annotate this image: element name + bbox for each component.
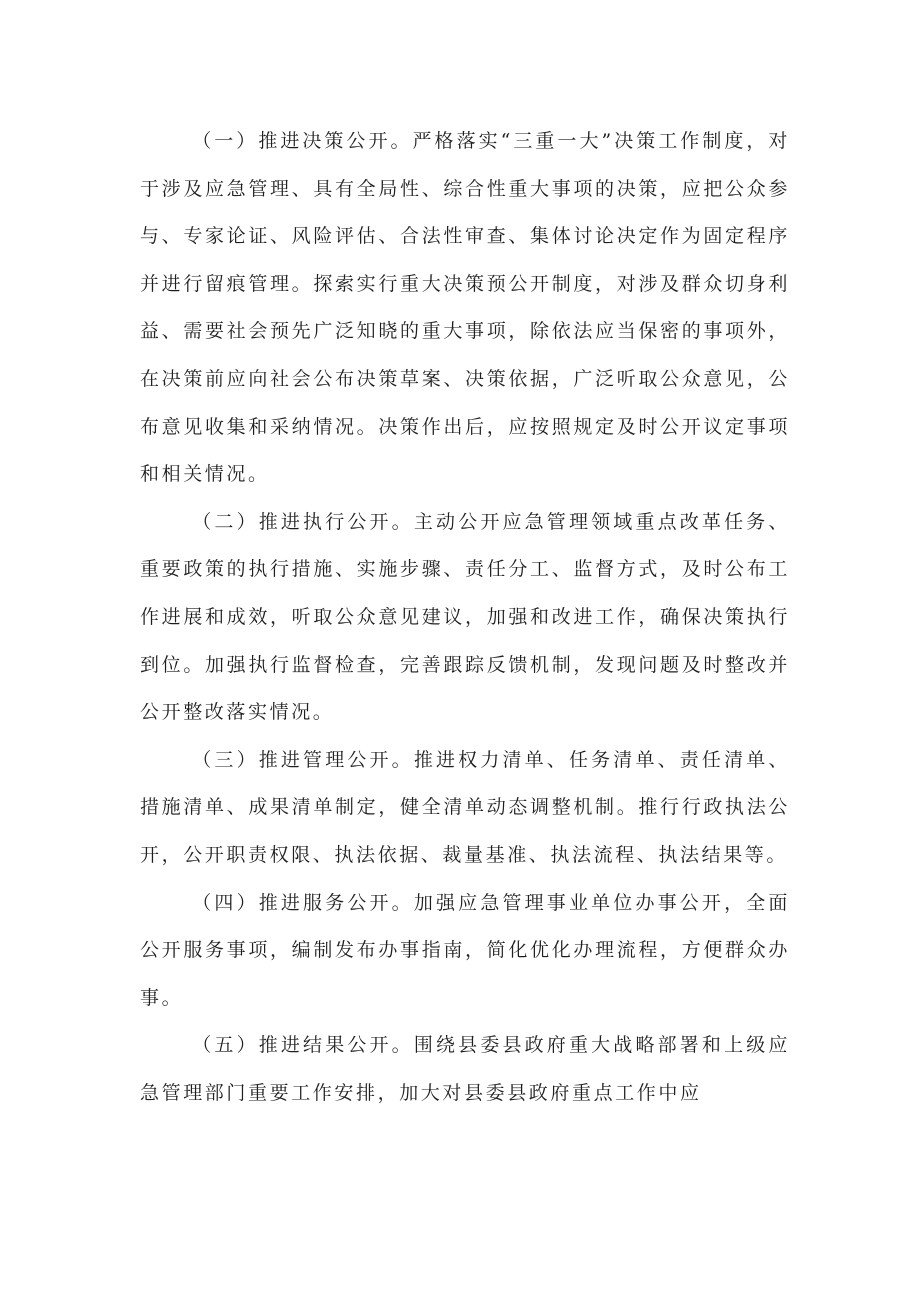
- paragraph-management-disclosure: （三）推进管理公开。推进权力清单、任务清单、责任清单、措施清单、成果清单制定，健全清单动态调整机制。推行行政执法公开，公开职责权限、执法依据、裁量基准、执法流程、执法结果等。: [140, 748, 790, 866]
- document-body: [140, 118, 790, 1117]
- paragraph-execution-disclosure: （二）推进执行公开。主动公开应急管理领域重点改革任务、重要政策的执行措施、实施步骤、责任分工、监督方式，及时公布工作进展和成效，听取公众意见建议，加强和改进工作，确保决策执行到位。加强执行监督检查，完善跟踪反馈机制，发现问题及时整改并公开整改落实情况。: [140, 510, 790, 724]
- paragraph-decision-disclosure: （一）推进决策公开。严格落实“三重一大”决策工作制度，对于涉及应急管理、具有全局性、综合性重大事项的决策，应把公众参与、专家论证、风险评估、合法性审查、集体讨论决定作为固定程序并进行留痕管理。探索实行重大决策预公开制度，对涉及群众切身利益、需要社会预先广泛知晓的重大事项，除依法应当保密的事项外，在决策前应向社会公布决策草案、决策依据，广泛听取公众意见，公布意见收集和采纳情况。决策作出后，应按照规定及时公开议定事项和相关情况。: [140, 130, 790, 486]
- paragraph-service-disclosure: （四）推进服务公开。加强应急管理事业单位办事公开，全面公开服务事项，编制发布办事指南，简化优化办理流程，方便群众办事。: [140, 891, 790, 1009]
- paragraph-result-disclosure: （五）推进结果公开。围绕县委县政府重大战略部署和上级应急管理部门重要工作安排，加大对县委县政府重点工作中应: [140, 1034, 790, 1104]
